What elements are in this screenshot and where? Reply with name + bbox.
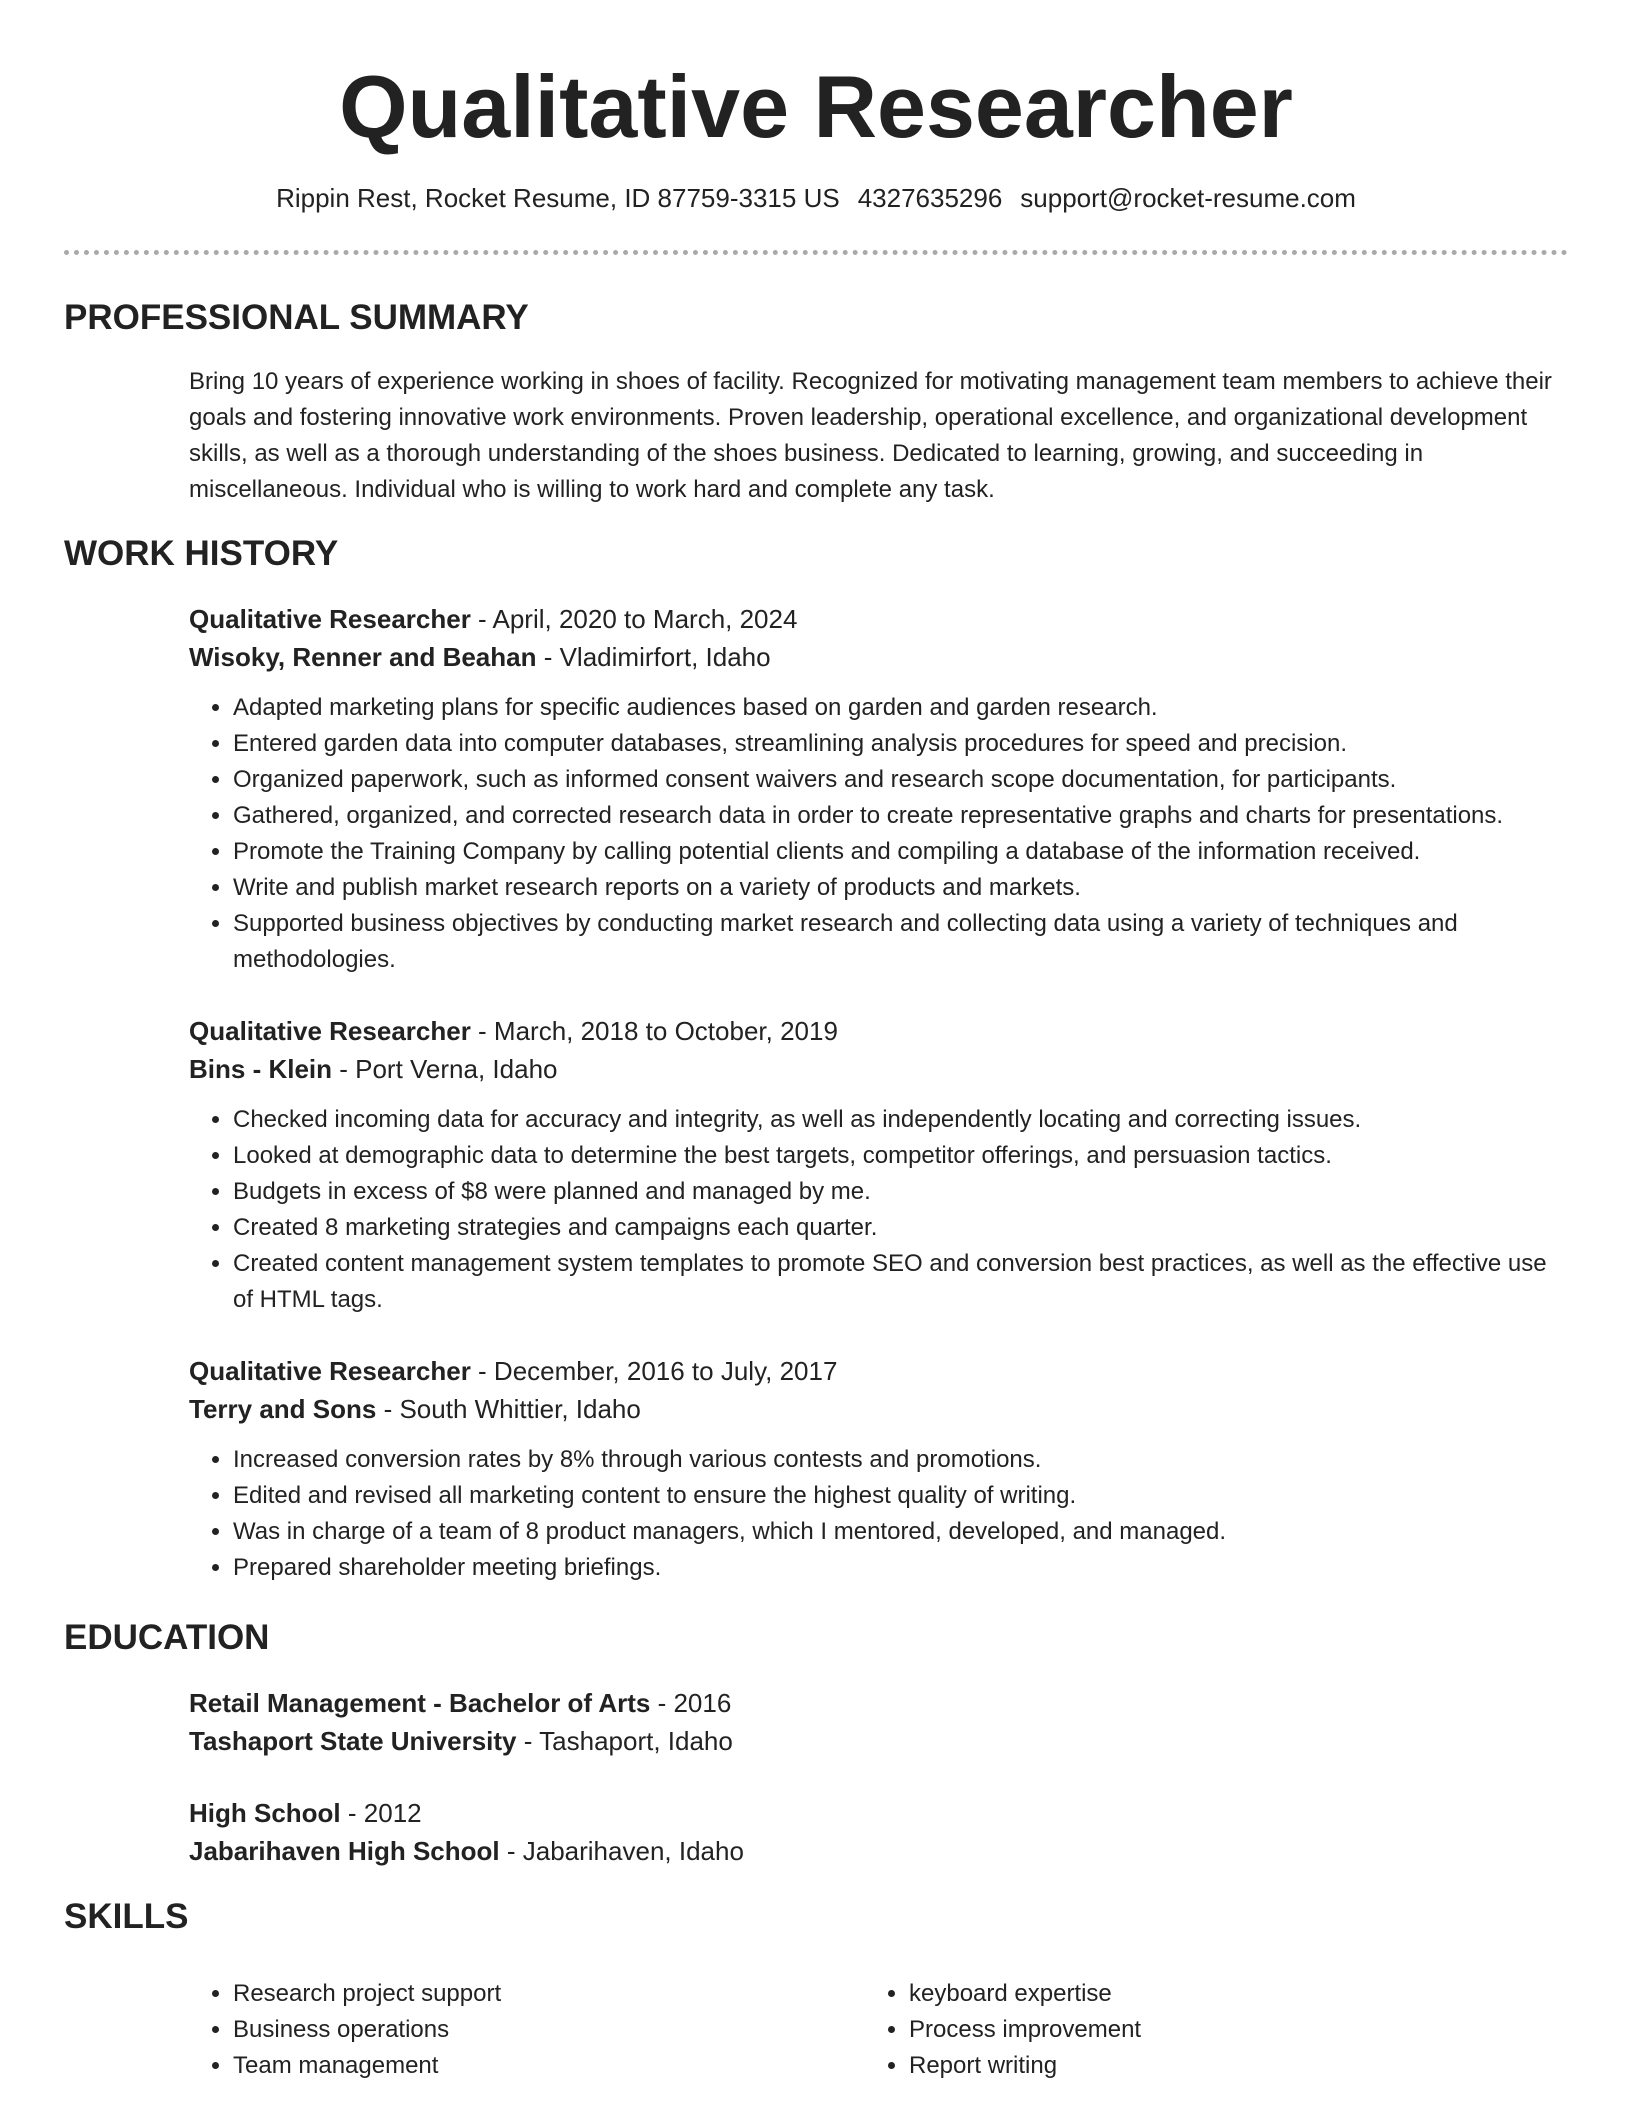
education-location: - Tashaport, Idaho xyxy=(516,1726,733,1756)
summary-text: Bring 10 years of experience working in shoes of facility. Recognized for motivating management team members to achieve their goals and fostering innovative work environments. Proven leadership, operational excellence, and organizational development skills, as well as a thorough understanding of the shoes business. Dedicated to learning, growing, and succeeding in miscellaneous. Individual who is willing to work hard and complete any task. xyxy=(189,368,1552,503)
section-title-education: EDUCATION xyxy=(64,1618,270,1657)
job-entry xyxy=(189,1352,1569,1586)
job-dates: - April, 2020 to March, 2024 xyxy=(470,604,798,634)
list-item: • Organized paperwork, such as informed consent waivers and research scope documentation, for participants. xyxy=(233,762,1569,798)
list-item: • Process improvement xyxy=(909,2012,1465,2048)
education-degree-line xyxy=(189,1794,1569,1832)
job-dates: - December, 2016 to July, 2017 xyxy=(470,1356,838,1386)
list-item: • Budgets in excess of $8 were planned and managed by me. xyxy=(233,1174,1569,1210)
education-year: - 2016 xyxy=(650,1688,732,1718)
job-location: - Vladimirfort, Idaho xyxy=(536,642,771,672)
candidate-name: Qualitative Researcher xyxy=(339,57,1293,156)
job-title-line xyxy=(189,1012,1569,1050)
job-company-line xyxy=(189,638,1569,676)
list-item: • Report writing xyxy=(909,2048,1465,2084)
job-company: Wisoky, Renner and Beahan xyxy=(189,642,537,672)
job-dates: - March, 2018 to October, 2019 xyxy=(470,1016,838,1046)
job-bullets xyxy=(189,1442,1569,1586)
job-company-line xyxy=(189,1390,1569,1428)
list-item: • Was in charge of a team of 8 product managers, which I mentored, developed, and managed. xyxy=(233,1514,1569,1550)
list-item: • Adapted marketing plans for specific audiences based on garden and garden research. xyxy=(233,690,1569,726)
education-location: - Jabarihaven, Idaho xyxy=(499,1836,744,1866)
education-school-line xyxy=(189,1722,1569,1760)
list-item: • Checked incoming data for accuracy and integrity, as well as independently locating and correcting issues. xyxy=(233,1102,1569,1138)
list-item: • Looked at demographic data to determine the best targets, competitor offerings, and persuasion tactics. xyxy=(233,1138,1569,1174)
education-school-line xyxy=(189,1832,1569,1870)
education-school: Jabarihaven High School xyxy=(189,1836,500,1866)
section-title-work-history: WORK HISTORY xyxy=(64,534,339,573)
list-item: • Edited and revised all marketing content to ensure the highest quality of writing. xyxy=(233,1478,1569,1514)
section-title-summary: PROFESSIONAL SUMMARY xyxy=(64,298,529,337)
list-item: • Team management xyxy=(233,2048,789,2084)
skills-column-left xyxy=(189,1976,789,2084)
section-title-skills: SKILLS xyxy=(64,1897,189,1936)
list-item: • Created 8 marketing strategies and campaigns each quarter. xyxy=(233,1210,1569,1246)
education-degree: High School xyxy=(189,1798,341,1828)
skills-list xyxy=(189,1976,789,2084)
list-item: • Research project support xyxy=(233,1976,789,2012)
list-item: • Prepared shareholder meeting briefings. xyxy=(233,1550,1569,1586)
list-item: • Gathered, organized, and corrected research data in order to create representative graphs and charts for presentations. xyxy=(233,798,1569,834)
list-item: • Promote the Training Company by calling potential clients and compiling a database of the information received. xyxy=(233,834,1569,870)
list-item: • Business operations xyxy=(233,2012,789,2048)
list-item: • keyboard expertise xyxy=(909,1976,1465,2012)
list-item: • Supported business objectives by conducting market research and collecting data using a variety of techniques and methodologies. xyxy=(233,906,1569,978)
job-title-line xyxy=(189,600,1569,638)
job-bullets xyxy=(189,690,1569,978)
contact-email: support@rocket-resume.com xyxy=(1020,183,1356,213)
list-item: • Created content management system templates to promote SEO and conversion best practices, as well as the effective use of HTML tags. xyxy=(233,1246,1569,1318)
list-item: • Entered garden data into computer databases, streamlining analysis procedures for speed and precision. xyxy=(233,726,1569,762)
job-role: Qualitative Researcher xyxy=(189,604,471,634)
job-location: - South Whittier, Idaho xyxy=(376,1394,641,1424)
job-company: Terry and Sons xyxy=(189,1394,377,1424)
job-company: Bins - Klein xyxy=(189,1054,333,1084)
skills-list xyxy=(865,1976,1465,2084)
job-role: Qualitative Researcher xyxy=(189,1356,471,1386)
job-entry xyxy=(189,1012,1569,1318)
education-school: Tashaport State University xyxy=(189,1726,517,1756)
header-divider xyxy=(64,250,1568,255)
list-item: • Write and publish market research reports on a variety of products and markets. xyxy=(233,870,1569,906)
contact-line xyxy=(0,180,1632,216)
education-year: - 2012 xyxy=(340,1798,422,1828)
job-bullets xyxy=(189,1102,1569,1318)
job-role: Qualitative Researcher xyxy=(189,1016,471,1046)
job-title-line xyxy=(189,1352,1569,1390)
job-location: - Port Verna, Idaho xyxy=(332,1054,558,1084)
list-item: • Increased conversion rates by 8% through various contests and promotions. xyxy=(233,1442,1569,1478)
job-entry xyxy=(189,600,1569,978)
job-company-line xyxy=(189,1050,1569,1088)
education-degree: Retail Management - Bachelor of Arts xyxy=(189,1688,651,1718)
education-entry xyxy=(189,1794,1569,1870)
contact-phone: 4327635296 xyxy=(857,183,1003,213)
education-entry xyxy=(189,1684,1569,1760)
contact-address: Rippin Rest, Rocket Resume, ID 87759-3315 US xyxy=(276,183,840,213)
skills-column-right xyxy=(865,1976,1465,2084)
education-degree-line xyxy=(189,1684,1569,1722)
